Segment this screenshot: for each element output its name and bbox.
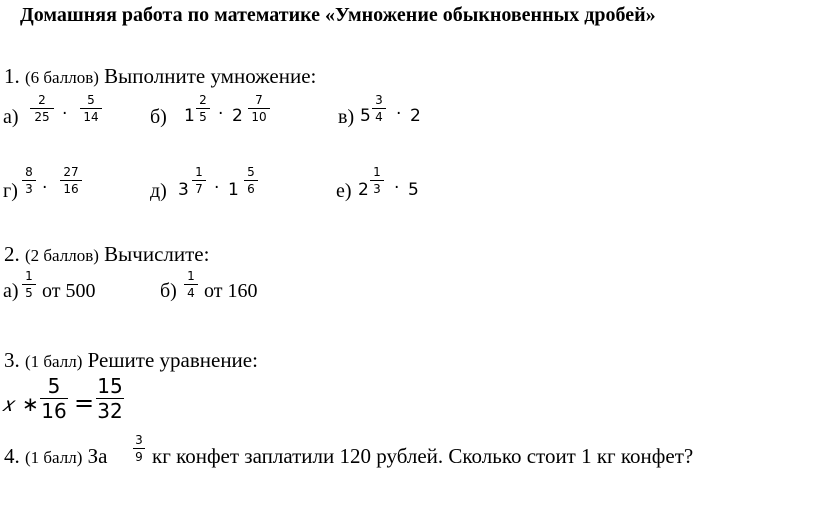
item-label: е) — [336, 180, 352, 202]
item-label: а) — [3, 106, 19, 128]
fraction: 1 5 — [22, 270, 36, 299]
multiply-dot: · — [42, 178, 48, 198]
fraction: 1 7 — [192, 166, 206, 195]
whole-part: 1 — [228, 180, 239, 200]
task-4-text — [4, 444, 107, 469]
fraction: 5 16 — [41, 374, 67, 423]
fraction: 2 5 — [196, 94, 210, 123]
whole-part: 1 — [184, 106, 195, 126]
task-number: 3. — [4, 348, 20, 372]
task-points: (1 балл) — [25, 448, 83, 467]
task-number: 1. — [4, 64, 20, 88]
fraction: 5 14 — [80, 94, 102, 123]
task-points: (2 баллов) — [25, 246, 99, 265]
multiply-dot: · — [62, 104, 68, 124]
whole-part: 5 — [360, 106, 371, 126]
variable-x: 𝑥 — [2, 392, 14, 416]
fraction: 7 10 — [248, 94, 270, 123]
item-label: б) — [150, 106, 167, 128]
fraction: 27 16 — [60, 166, 82, 195]
task-instruction: Вычислите: — [104, 242, 210, 266]
whole-part: 2 — [232, 106, 243, 126]
whole-part: 5 — [408, 180, 419, 200]
fraction: 15 32 — [97, 374, 123, 423]
page-title: Домашняя работа по математике «Умножение обыкновенных дробей» — [20, 4, 656, 26]
item-label: д) — [150, 180, 167, 202]
whole-part: 2 — [358, 180, 369, 200]
fraction: 1 3 — [370, 166, 384, 195]
multiply-dot: · — [218, 104, 224, 124]
task-text-before: За — [87, 444, 108, 468]
fraction: 1 4 — [184, 270, 198, 299]
item-suffix: от 160 — [204, 280, 258, 302]
task-number: 2. — [4, 242, 20, 266]
multiply-dot: · — [214, 178, 220, 198]
item-label: б) — [160, 280, 177, 302]
multiply-star: ∗ — [22, 392, 39, 416]
task-3-heading — [4, 348, 258, 373]
item-suffix: от 500 — [42, 280, 96, 302]
item-label: а) — [3, 280, 19, 302]
task-1-heading — [4, 64, 316, 89]
task-2-heading — [4, 242, 209, 267]
task-instruction: Решите уравнение: — [87, 348, 258, 372]
fraction: 3 9 — [133, 434, 145, 463]
item-label: г) — [3, 180, 18, 202]
task-points: (1 балл) — [25, 352, 83, 371]
task-points: (6 баллов) — [25, 68, 99, 87]
whole-part: 2 — [410, 106, 421, 126]
fraction: 3 4 — [372, 94, 386, 123]
task-instruction: Выполните умножение: — [104, 64, 317, 88]
item-label: в) — [338, 106, 355, 128]
fraction: 5 6 — [244, 166, 258, 195]
equals-sign: = — [74, 389, 95, 417]
multiply-dot: · — [396, 104, 402, 124]
task-number: 4. — [4, 444, 20, 468]
multiply-dot: · — [394, 178, 400, 198]
fraction: 2 25 — [30, 94, 54, 123]
fraction: 8 3 — [22, 166, 36, 195]
whole-part: 3 — [178, 180, 189, 200]
task-text-after: кг конфет заплатили 120 рублей. Сколько стоит 1 кг конфет? — [152, 444, 694, 468]
